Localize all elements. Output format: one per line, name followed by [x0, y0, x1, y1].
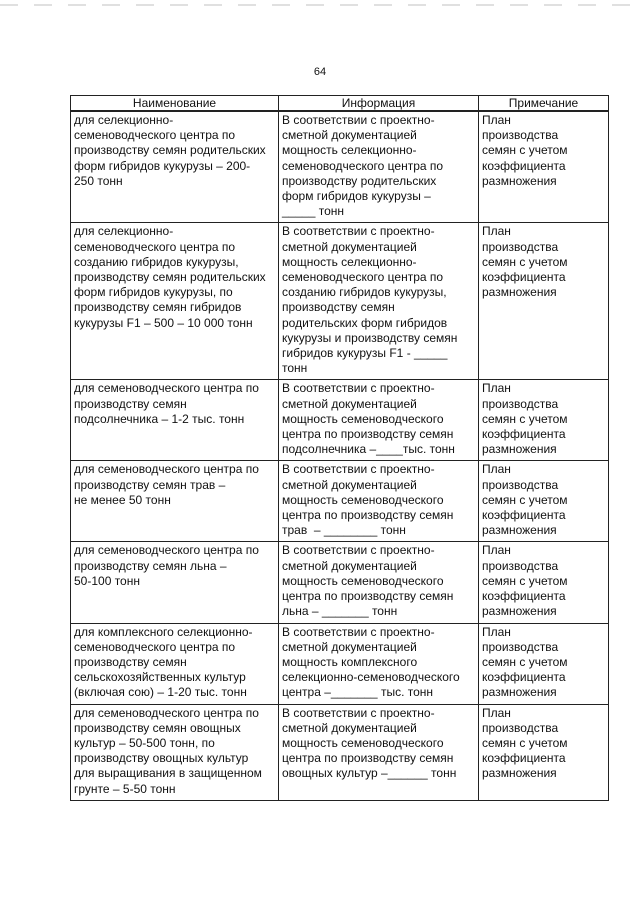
cell-note: План производства семян с учетом коэффициента размножения [479, 623, 609, 704]
cell-info: В соответствии с проектно- сметной документацией мощность селекционно- семеноводческого центра по производству родительских форм гибридов кукурузы – _____ тонн [279, 111, 479, 223]
cell-name: для селекционно- семеноводческого центра по созданию гибридов кукурузы, производству семян родительских форм гибридов кукурузы, по производству семян гибридов кукурузы F1 – 500 – 10 000 тонн [71, 223, 279, 380]
cell-name: для селекционно- семеноводческого центра по производству семян родительских форм гибридов кукурузы – 200- 250 тонн [71, 111, 279, 223]
cell-note: План производства семян с учетом коэффициента размножения [479, 111, 609, 223]
scan-artifact [0, 4, 640, 6]
cell-note: План производства семян с учетом коэффициента размножения [479, 704, 609, 800]
cell-info: В соответствии с проектно- сметной документацией мощность семеноводческого центра по производству семян подсолнечника –____тыс. тонн [279, 380, 479, 461]
table-header-row [71, 96, 609, 112]
cell-info: В соответствии с проектно- сметной документацией мощность семеноводческого центра по производству семян трав – ________ тонн [279, 461, 479, 542]
cell-name: для комплексного селекционно- семеноводческого центра по производству семян сельскохозяйственных культур (включая сою) – 1-20 тыс. тонн [71, 623, 279, 704]
header-name: Наименование [71, 96, 279, 112]
cell-info: В соответствии с проектно- сметной документацией мощность семеноводческого центра по производству семян льна – _______ тонн [279, 542, 479, 623]
table-row [71, 542, 609, 623]
table-row [71, 380, 609, 461]
cell-name: для семеноводческого центра по производству семян овощных культур – 50-500 тонн, по производству овощных культур для выращивания в защищенном грунте – 5-50 тонн [71, 704, 279, 800]
table-row [71, 223, 609, 380]
cell-name: для семеноводческого центра по производству семян трав – не менее 50 тонн [71, 461, 279, 542]
header-note: Примечание [479, 96, 609, 112]
header-info: Информация [279, 96, 479, 112]
cell-info: В соответствии с проектно- сметной документацией мощность селекционно- семеноводческого центра по созданию гибридов кукурузы, производству семян родительских форм гибридов кукурузы и производству семян гибридов кукурузы F1 - _____ тонн [279, 223, 479, 380]
cell-note: План производства семян с учетом коэффициента размножения [479, 380, 609, 461]
cell-note: План производства семян с учетом коэффициента размножения [479, 542, 609, 623]
requirements-table [70, 95, 609, 801]
cell-name: для семеноводческого центра по производству семян льна – 50-100 тонн [71, 542, 279, 623]
table-row [71, 111, 609, 223]
cell-info: В соответствии с проектно- сметной документацией мощность комплексного селекционно-семеноводческого центра –_______ тыс. тонн [279, 623, 479, 704]
table-row [71, 461, 609, 542]
cell-note: План производства семян с учетом коэффициента размножения [479, 461, 609, 542]
table-row [71, 704, 609, 800]
table-row [71, 623, 609, 704]
cell-info: В соответствии с проектно- сметной документацией мощность семеноводческого центра по производству семян овощных культур –______ тонн [279, 704, 479, 800]
cell-note: План производства семян с учетом коэффициента размножения [479, 223, 609, 380]
cell-name: для семеноводческого центра по производству семян подсолнечника – 1-2 тыс. тонн [71, 380, 279, 461]
page-number: 64 [313, 66, 327, 78]
